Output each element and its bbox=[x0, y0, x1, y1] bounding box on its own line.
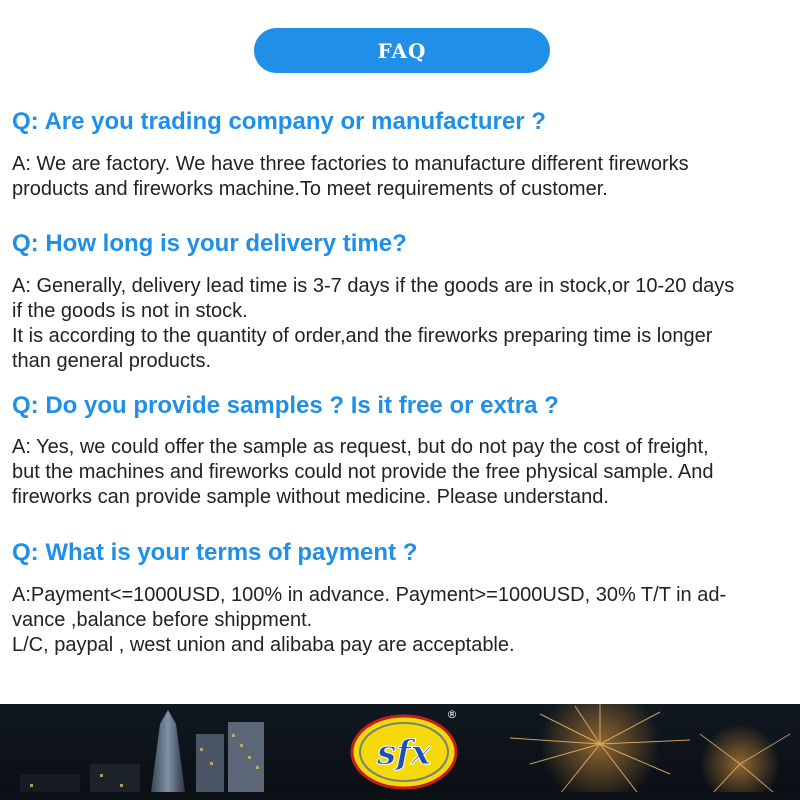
faq-answer-line: fireworks can provide sample without medicine. Please understand. bbox=[12, 486, 609, 508]
faq-answer-line: but the machines and fireworks could not provide the free physical sample. And bbox=[12, 461, 714, 483]
faq-question-4: Q: What is your terms of payment ? bbox=[12, 539, 418, 566]
faq-answer-line: It is according to the quantity of order,and the fireworks preparing time is longer bbox=[12, 325, 713, 347]
faq-answer-line: A: We are factory. We have three factories to manufacture different fireworks bbox=[12, 153, 689, 175]
faq-answer-3 bbox=[12, 435, 792, 510]
registered-mark: ® bbox=[446, 708, 458, 721]
faq-answer-4 bbox=[12, 583, 792, 658]
logo-text: sfx bbox=[376, 733, 432, 773]
faq-question-2: Q: How long is your delivery time? bbox=[12, 230, 407, 257]
faq-answer-line: A: Yes, we could offer the sample as request, but do not pay the cost of freight, bbox=[12, 436, 709, 458]
sfx-logo bbox=[348, 704, 464, 794]
faq-title-pill bbox=[254, 28, 550, 73]
faq-answer-line: vance ,balance before shippment. bbox=[12, 609, 313, 631]
faq-answer-line: if the goods is not in stock. bbox=[12, 300, 248, 322]
faq-answer-line: A:Payment<=1000USD, 100% in advance. Payment>=1000USD, 30% T/T in ad- bbox=[12, 584, 727, 606]
faq-answer-line: A: Generally, delivery lead time is 3-7 days if the goods are in stock,or 10-20 days bbox=[12, 275, 735, 297]
faq-question-1: Q: Are you trading company or manufacturer ? bbox=[12, 108, 546, 135]
faq-answer-line: products and fireworks machine.To meet requirements of customer. bbox=[12, 178, 608, 200]
faq-question-3: Q: Do you provide samples ? Is it free or extra ? bbox=[12, 392, 559, 419]
faq-answer-1 bbox=[12, 152, 792, 202]
faq-answer-line: than general products. bbox=[12, 350, 212, 372]
faq-answer-line: L/C, paypal , west union and alibaba pay are acceptable. bbox=[12, 634, 515, 656]
faq-title: FAQ bbox=[377, 38, 427, 63]
faq-answer-2 bbox=[12, 274, 792, 374]
